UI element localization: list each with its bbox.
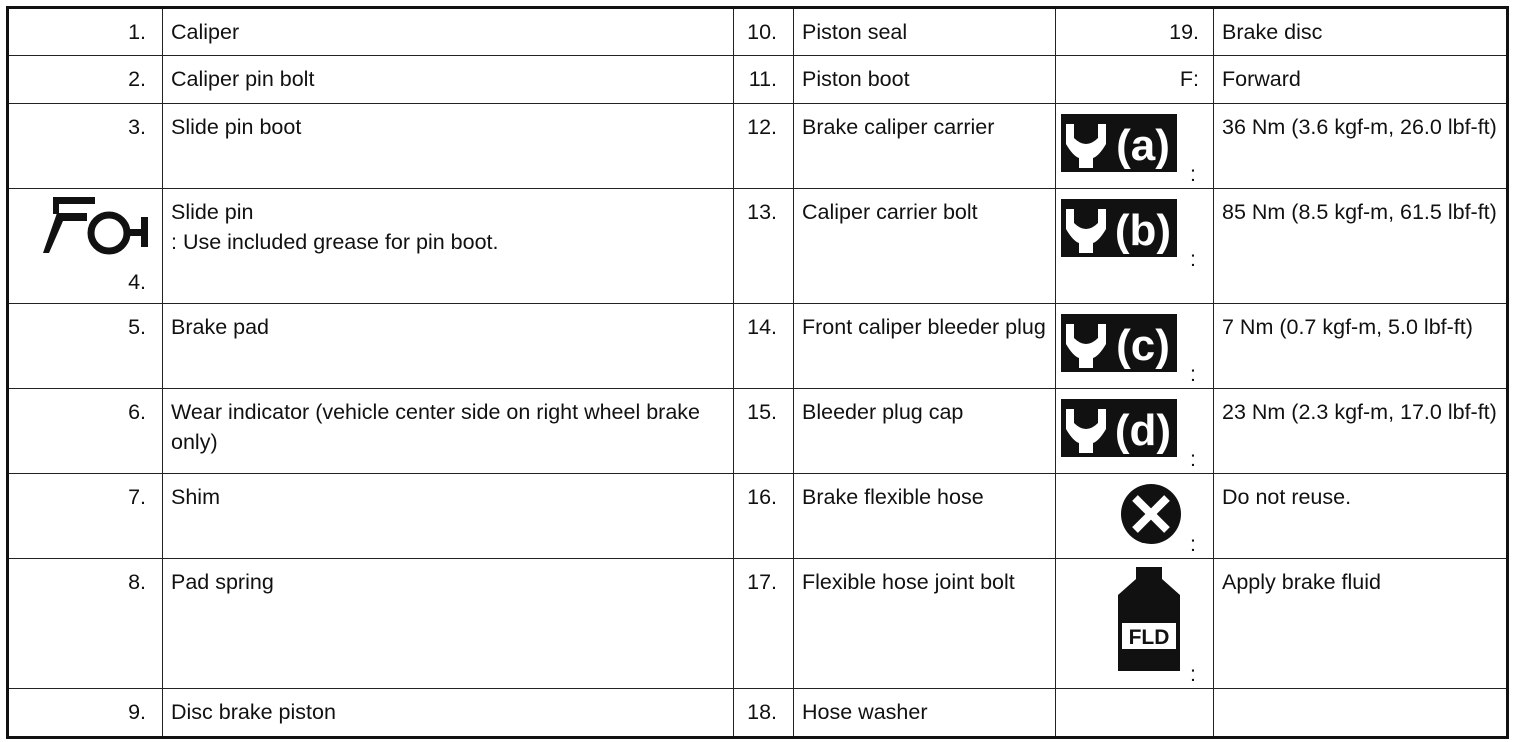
item-number: 2.: [8, 56, 163, 104]
item-label: Hose washer: [794, 689, 1056, 738]
item-number: 7.: [8, 474, 163, 559]
item-label: Brake pad: [163, 304, 734, 389]
item-label: Caliper: [163, 8, 734, 56]
symbol-description: Do not reuse.: [1214, 474, 1508, 559]
legend-row: [8, 689, 1508, 738]
torque-letter: (c): [1116, 321, 1170, 370]
item-label: Slide pin boot: [163, 104, 734, 189]
torque-symbol-cell: [1056, 189, 1214, 304]
colon: :: [1190, 662, 1196, 686]
item-label: Shim: [163, 474, 734, 559]
torque-symbol-cell: [1056, 304, 1214, 389]
legend-row: [8, 559, 1508, 689]
brake-fluid-symbol-cell: [1056, 559, 1214, 689]
item-label: Pad spring: [163, 559, 734, 689]
legend-table: [6, 6, 1509, 739]
item-label: Front caliper bleeder plug: [794, 304, 1056, 389]
brake-fluid-bottle-icon: [1114, 567, 1184, 671]
symbol-description: Forward: [1214, 56, 1508, 104]
item-label: Piston boot: [794, 56, 1056, 104]
item-number: 13.: [734, 189, 794, 304]
item-label-line: Slide pin: [171, 200, 254, 224]
item-number: 3.: [8, 104, 163, 189]
item-number: 14.: [734, 304, 794, 389]
no-reuse-symbol-cell: [1056, 474, 1214, 559]
item-label: [163, 189, 734, 304]
item-number: 10.: [734, 8, 794, 56]
legend-row: [8, 389, 1508, 474]
colon: :: [1190, 532, 1196, 556]
item-number: 1.: [8, 8, 163, 56]
torque-letter: (b): [1114, 206, 1172, 255]
legend-row: [8, 304, 1508, 389]
legend-row: [8, 104, 1508, 189]
item-number: 5.: [8, 304, 163, 389]
torque-wrench-icon: [1061, 114, 1177, 172]
torque-wrench-icon: [1061, 314, 1177, 372]
symbol-description: Brake disc: [1214, 8, 1508, 56]
item-number: 12.: [734, 104, 794, 189]
item-label: Brake flexible hose: [794, 474, 1056, 559]
item-number-cell: [8, 189, 163, 304]
torque-value: 85 Nm (8.5 kgf-m, 61.5 lbf-ft): [1214, 189, 1508, 304]
item-number: 19.: [1056, 8, 1214, 56]
item-label: Bleeder plug cap: [794, 389, 1056, 474]
colon: :: [1190, 162, 1196, 186]
item-number: 16.: [734, 474, 794, 559]
item-label: Wear indicator (vehicle center side on right wheel brake only): [163, 389, 734, 474]
grease-icon: [43, 195, 155, 259]
torque-wrench-icon: [1061, 199, 1177, 257]
legend-row: [8, 189, 1508, 304]
item-label: Caliper pin bolt: [163, 56, 734, 104]
fluid-label: FLD: [1128, 626, 1170, 649]
torque-wrench-icon: [1061, 399, 1177, 457]
item-number: 9.: [8, 689, 163, 738]
item-label: Flexible hose joint bolt: [794, 559, 1056, 689]
item-note: : Use included grease for pin boot.: [171, 230, 499, 254]
legend-row: [8, 8, 1508, 56]
torque-symbol-cell: [1056, 104, 1214, 189]
item-label: Piston seal: [794, 8, 1056, 56]
item-number: 17.: [734, 559, 794, 689]
legend-row: [8, 474, 1508, 559]
item-label: Disc brake piston: [163, 689, 734, 738]
torque-symbol-cell: [1056, 389, 1214, 474]
item-number: 6.: [8, 389, 163, 474]
torque-letter: (a): [1116, 121, 1170, 170]
item-number: 11.: [734, 56, 794, 104]
item-number: 18.: [734, 689, 794, 738]
colon: :: [1190, 362, 1196, 386]
symbol-description: Apply brake fluid: [1214, 559, 1508, 689]
item-number: 4.: [128, 270, 146, 294]
symbol-description: [1214, 689, 1508, 738]
colon: :: [1190, 447, 1196, 471]
do-not-reuse-icon: [1119, 482, 1183, 546]
torque-value: 7 Nm (0.7 kgf-m, 5.0 lbf-ft): [1214, 304, 1508, 389]
torque-letter: (d): [1114, 406, 1172, 455]
item-number: 8.: [8, 559, 163, 689]
torque-value: 23 Nm (2.3 kgf-m, 17.0 lbf-ft): [1214, 389, 1508, 474]
colon: :: [1190, 247, 1196, 271]
symbol-key: F:: [1056, 56, 1214, 104]
empty-cell: [1056, 689, 1214, 738]
legend-row: [8, 56, 1508, 104]
torque-value: 36 Nm (3.6 kgf-m, 26.0 lbf-ft): [1214, 104, 1508, 189]
item-label: Brake caliper carrier: [794, 104, 1056, 189]
item-number: 15.: [734, 389, 794, 474]
item-label: Caliper carrier bolt: [794, 189, 1056, 304]
